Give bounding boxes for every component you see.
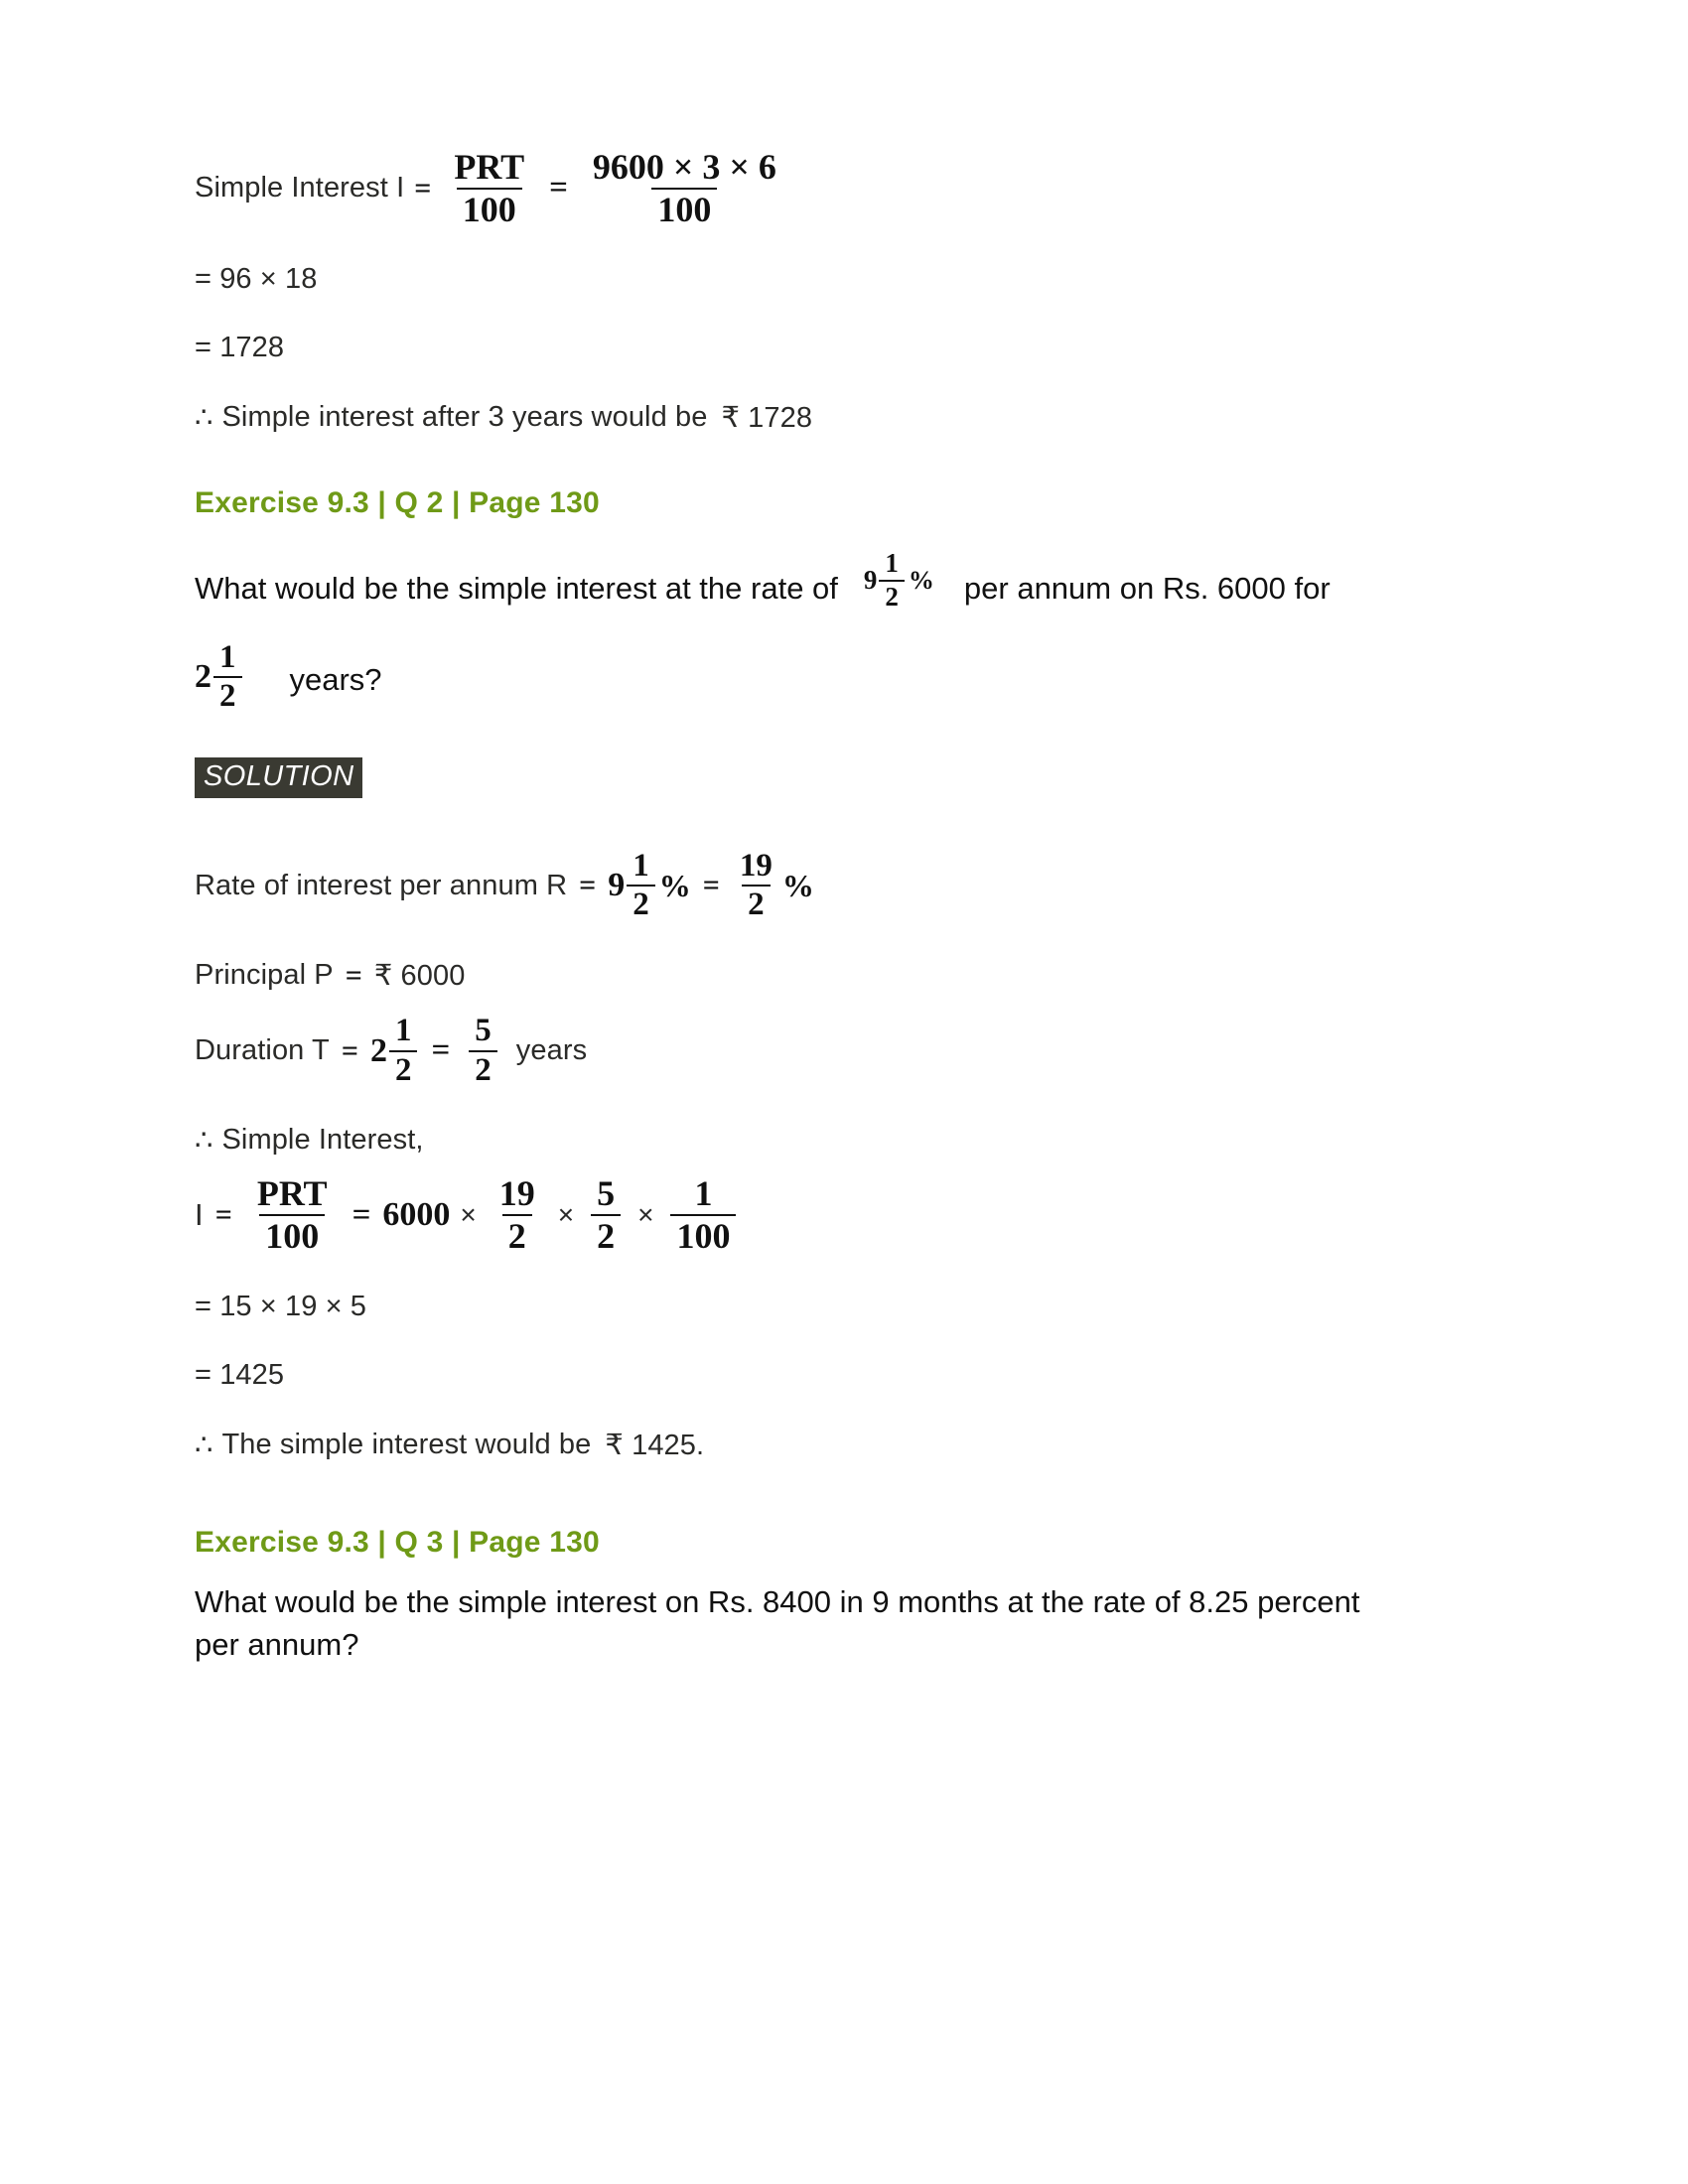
q2-fraction-prt-denominator: 100 [259,1214,325,1255]
q2-question-part-2: per annum on Rs. 6000 for [963,570,1331,606]
page-content [195,149,1476,1666]
solution-label: SOLUTION [195,757,362,798]
q2-duration-improper-fraction [469,1015,497,1087]
q2-sol-duration-whole: 2 [369,1031,387,1069]
q2-si-label: Simple Interest, [221,1124,424,1157]
q2-fraction-1-100 [670,1173,736,1257]
q2-fraction-1-100-denominator: 100 [670,1214,736,1255]
q2-duration-unit: years [515,1034,588,1067]
q2-step-2-row [195,1359,1476,1392]
solution-badge-row [195,757,1476,798]
q2-rate-equals-2: = [702,869,720,902]
q2-fraction-prt [251,1173,334,1257]
q2-rate-improper-percent: % [781,867,814,903]
q3-question-line-2: per annum? [195,1626,359,1662]
q2-question-part-1: What would be the simple interest at the rate of [195,570,838,606]
exercise-heading-q2[interactable]: Exercise 9.3 | Q 2 | Page 130 [195,486,600,520]
q2-sol-rate-denominator: 2 [627,885,655,922]
q2-principal-row [195,958,1476,993]
q2-sol-duration-numerator: 1 [394,1013,412,1049]
q2-conclusion-amount: ₹ 1425. [605,1429,705,1461]
q2-rate-improper-wrap [732,847,814,923]
q2-step-2: = 1425 [195,1358,285,1391]
q2-principal-label: Principal P [195,959,334,992]
q1-fraction-prt-numerator: PRT [454,147,525,187]
q2-duration-improper-denominator: 2 [469,1050,497,1088]
therefore-symbol-q1: ∴ [195,402,213,435]
q2-duration-label: Duration T [195,1034,330,1067]
q1-conclusion-row [195,400,1476,435]
therefore-symbol-q2: ∴ [195,1125,213,1158]
q2-duration-improper-numerator: 5 [475,1013,492,1049]
q2-fraction-19-2-denominator: 2 [502,1214,532,1255]
q2-rate-mixed-fraction [864,550,934,611]
q2-fraction-5-2-numerator: 5 [597,1173,616,1214]
q1-fraction-prt [448,149,530,227]
q2-rate-denominator: 2 [879,580,905,612]
q2-fraction-prt-numerator: PRT [256,1173,328,1214]
q2-sol-rate-mixed [608,847,691,923]
q3-question-block [195,1581,1476,1667]
q1-equals-2: = [549,170,568,206]
q1-fraction-values [587,149,782,227]
q3-question-line-1: What would be the simple interest on Rs. 8400 in 9 months at the rate of 8.25 percent [195,1583,1360,1619]
q2-duration-denominator: 2 [213,676,242,714]
q2-step-1: = 15 × 19 × 5 [195,1290,367,1322]
therefore-symbol-q2-conclusion: ∴ [195,1429,213,1461]
q2-fraction-5-2 [591,1173,621,1257]
q2-question-part-3: years? [289,661,382,697]
q2-main-equation-row [195,1173,1476,1257]
q3-heading-row [195,1526,1476,1560]
q2-sol-rate-fraction [627,847,655,923]
q2-rate-improper-numerator: 19 [739,847,773,884]
q2-fraction-1-100-numerator: 1 [694,1173,713,1214]
q1-conclusion-text: Simple interest after 3 years would be [221,401,708,434]
q2-question-row-1 [195,550,1476,626]
q2-eq-equals-2: = [352,1196,371,1233]
q1-step-1-row [195,263,1476,296]
q2-sol-rate-percent: % [658,867,691,903]
q2-rate-equals-1: = [579,869,597,902]
q2-duration-mixed-fraction [195,638,244,715]
q1-step-2-row [195,332,1476,364]
q2-duration-equals-1: = [341,1033,358,1067]
q1-fraction-values-numerator: 9600 × 3 × 6 [592,147,776,187]
q2-sol-duration-mixed [370,1015,420,1087]
q2-rate-label: Rate of interest per annum R [195,869,568,901]
q2-question-row-2 [195,638,1476,720]
q2-principal-value: ₹ 6000 [373,960,466,993]
q2-duration-numerator: 1 [219,638,236,675]
q2-heading-row [195,486,1476,520]
q2-times-1: × [460,1199,477,1231]
q2-rate-numerator: 1 [885,548,899,579]
q1-step-2: = 1728 [195,332,285,364]
q2-rate-percent-sign: % [908,565,934,595]
q2-step-1-row [195,1291,1476,1323]
q1-equals-1: = [414,171,432,205]
q2-rate-improper-denominator: 2 [742,885,771,922]
q2-sol-rate-whole: 9 [608,867,626,904]
q2-rate-row [195,847,1476,923]
q2-sol-duration-fraction [389,1015,418,1087]
q2-rate-whole: 9 [863,565,878,596]
q1-step-1: = 96 × 18 [195,263,318,296]
q1-formula-label: Simple Interest I [195,172,405,205]
q2-i-symbol: I [195,1197,204,1233]
q2-duration-fraction [213,638,242,715]
q2-times-2: × [557,1199,575,1231]
q2-sol-rate-numerator: 1 [633,847,649,884]
q1-conclusion-amount: ₹ 1728 [721,402,813,435]
q2-sol-duration-denominator: 2 [389,1050,418,1088]
q2-conclusion-text: The simple interest would be [221,1428,592,1460]
q2-principal-equals: = [345,958,362,992]
q1-fraction-values-denominator: 100 [651,188,717,228]
q2-eq-equals-1: = [214,1198,232,1232]
q2-duration-row [195,1015,1476,1087]
q2-rate-fraction [879,550,905,611]
q2-principal-operand: 6000 [382,1196,451,1234]
q2-si-intro-row [195,1123,1476,1158]
q2-fraction-19-2-numerator: 19 [498,1173,535,1214]
q2-conclusion-row [195,1428,1476,1462]
q2-fraction-19-2 [493,1173,541,1257]
exercise-heading-q3[interactable]: Exercise 9.3 | Q 3 | Page 130 [195,1525,600,1559]
q1-fraction-prt-denominator: 100 [457,188,522,228]
q2-duration-whole: 2 [195,658,211,696]
q1-main-formula-row [195,149,1476,227]
q2-times-3: × [637,1199,654,1231]
q2-fraction-5-2-denominator: 2 [591,1214,621,1255]
q2-rate-improper-fraction [734,847,778,923]
q2-duration-equals-2: = [431,1032,451,1069]
